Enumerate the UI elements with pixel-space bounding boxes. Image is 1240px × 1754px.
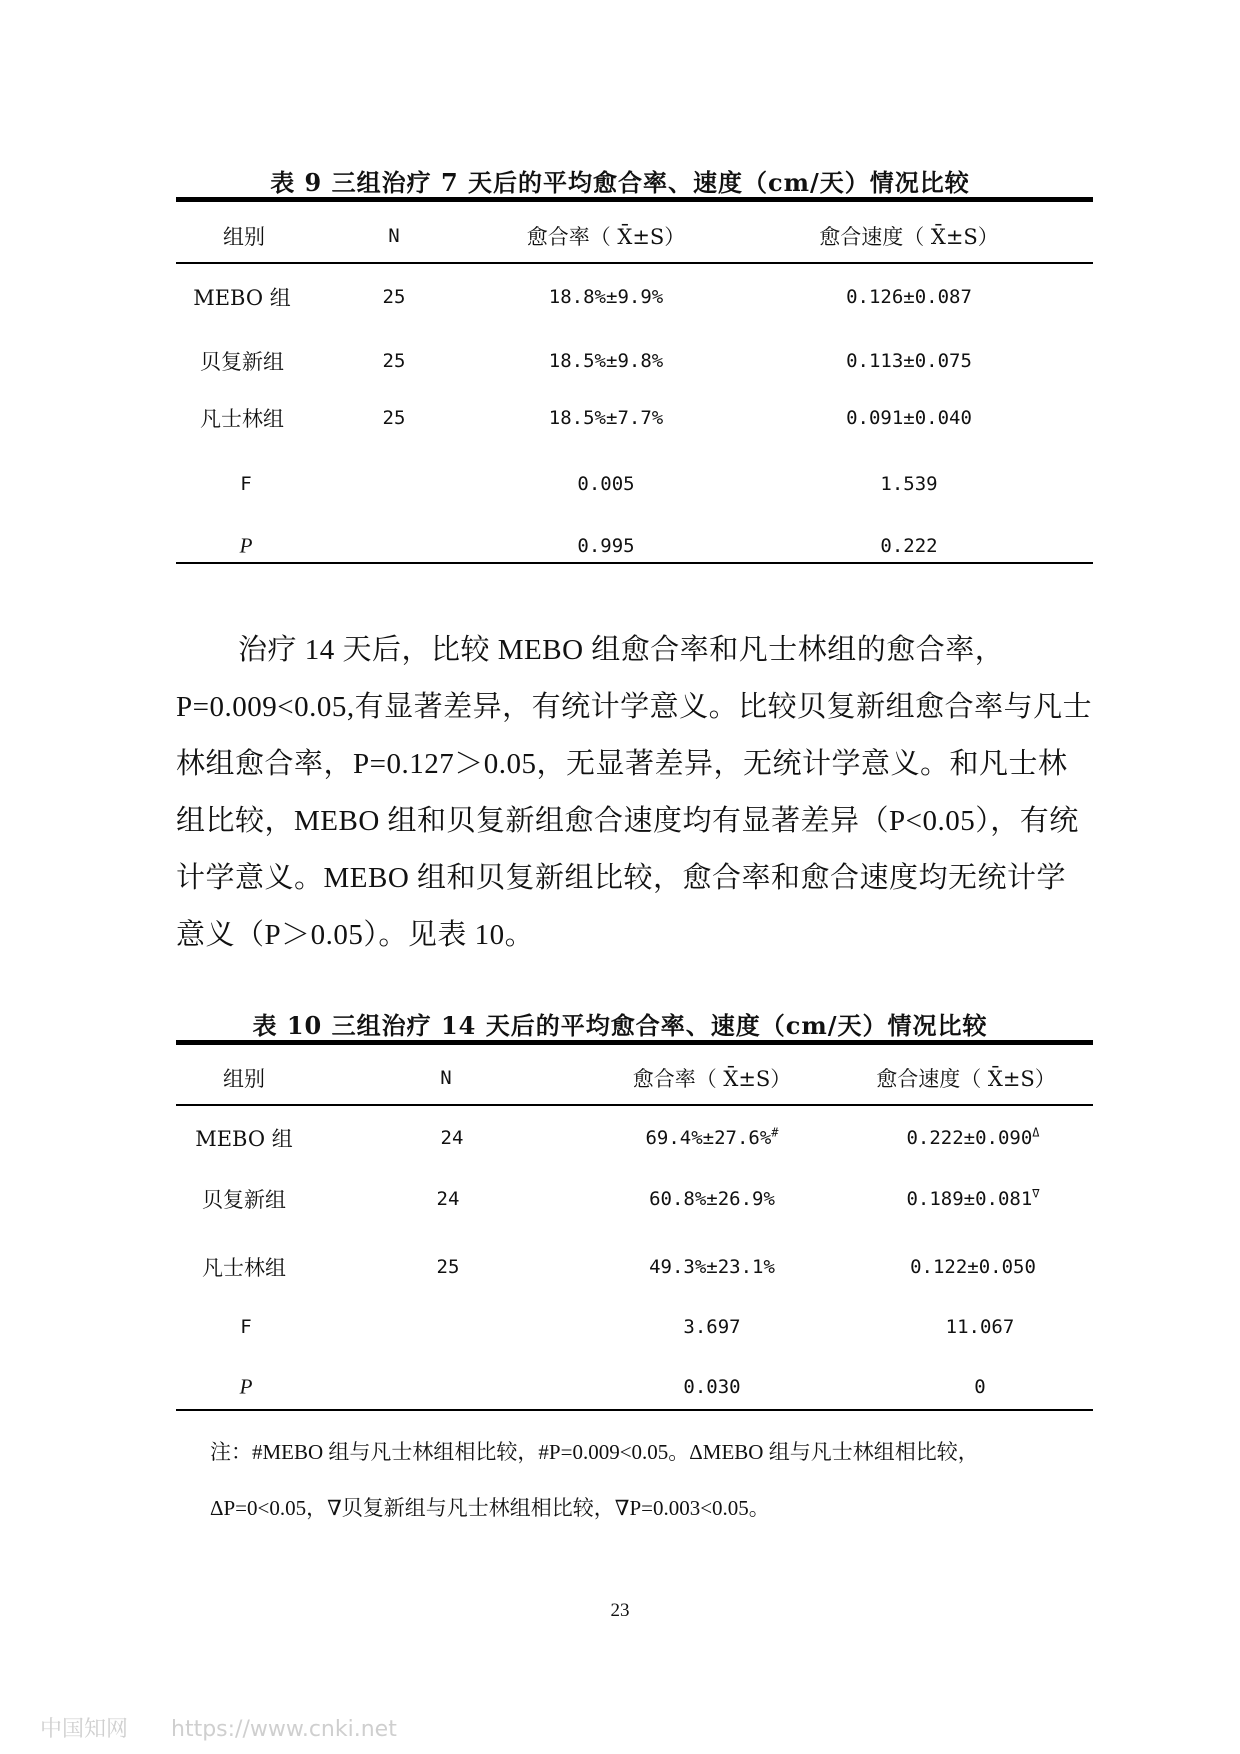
table9-header-rate: 愈合率（ X̄±S）: [526, 225, 686, 249]
rate-value: 0.005: [577, 473, 635, 495]
n-value: 24: [436, 1188, 460, 1210]
table10-caption: 表 10 三组治疗 14 天后的平均愈合率、速度（cm/天）情况比较: [252, 1011, 988, 1040]
n-value: 25: [382, 407, 406, 429]
table9-top-rule: [176, 197, 1093, 202]
stat-label: F: [240, 1316, 252, 1338]
table10-header-n: N: [440, 1067, 452, 1089]
n-value: 25: [382, 286, 406, 308]
table-note: [210, 1424, 1090, 1536]
group-name: 贝复新组: [200, 350, 284, 374]
rate-value: 69.4%±27.6%#: [645, 1125, 779, 1149]
rate-value: 0.995: [577, 535, 635, 557]
note-line-2: ΔP=0<0.05，∇贝复新组与凡士林组相比较，∇P=0.003<0.05。: [210, 1496, 770, 1520]
n-value: 25: [382, 350, 406, 372]
significance-mark: #: [771, 1125, 779, 1140]
table10-header-rate: 愈合率（ X̄±S）: [632, 1067, 792, 1091]
group-name: 凡士林组: [200, 407, 284, 431]
paragraph-first-line: 治疗 14 天后，比较 MEBO 组愈合率和凡士林组的愈合率，: [238, 634, 1005, 666]
watermark: [40, 1712, 433, 1743]
body-paragraph: [176, 622, 1093, 964]
speed-value: 0.122±0.050: [910, 1256, 1036, 1278]
rate-value: 18.8%±9.9%: [548, 286, 664, 308]
group-name: 凡士林组: [202, 1256, 286, 1280]
table9-header-group: 组别: [223, 225, 265, 249]
table9-caption: 表 9 三组治疗 7 天后的平均愈合率、速度（cm/天）情况比较: [270, 168, 970, 197]
significance-mark: ∇: [1032, 1186, 1040, 1201]
speed-value: 0: [974, 1376, 986, 1398]
n-value: 25: [436, 1256, 460, 1278]
stat-label: F: [240, 473, 252, 495]
rate-value: 18.5%±7.7%: [548, 407, 664, 429]
table10-header-group: 组别: [223, 1067, 265, 1091]
rate-value: 60.8%±26.9%: [649, 1188, 775, 1210]
page-number: 23: [610, 1600, 630, 1621]
speed-value: 1.539: [880, 473, 938, 495]
significance-mark: Δ: [1032, 1125, 1040, 1140]
speed-value: 0.113±0.075: [846, 350, 972, 372]
rate-value: 0.030: [683, 1376, 741, 1398]
group-name: MEBO 组: [195, 1127, 293, 1151]
group-name: MEBO 组: [193, 286, 291, 310]
table10-bottom-rule: [176, 1409, 1093, 1411]
note-line-1: 注：#MEBO 组与凡士林组相比较，#P=0.009<0.05。ΔMEBO 组与凡士林组相比较，: [210, 1440, 979, 1464]
table10-header-speed: 愈合速度（ X̄±S）: [876, 1067, 1056, 1091]
table9-header-n: N: [388, 225, 400, 247]
rate-value: 18.5%±9.8%: [548, 350, 664, 372]
speed-value: 0.126±0.087: [846, 286, 972, 308]
stat-label: P: [239, 533, 253, 558]
watermark-url: https://www.cnki.net: [171, 1717, 397, 1742]
rate-value: 3.697: [683, 1316, 741, 1338]
table10-header-rule: [176, 1104, 1093, 1106]
watermark-logo-text: 中国知网: [40, 1717, 129, 1742]
stat-label: P: [239, 1374, 253, 1399]
speed-value: 0.091±0.040: [846, 407, 972, 429]
rate-value: 49.3%±23.1%: [649, 1256, 775, 1278]
table10-top-rule: [176, 1040, 1093, 1045]
group-name: 贝复新组: [202, 1188, 286, 1212]
table9-header-speed: 愈合速度（ X̄±S）: [819, 225, 999, 249]
table9-header-rule: [176, 262, 1093, 264]
table9-bottom-rule: [176, 562, 1093, 564]
speed-value: 0.222: [880, 535, 938, 557]
speed-value: 11.067: [945, 1316, 1015, 1338]
n-value: 24: [440, 1127, 464, 1149]
paragraph-body: P=0.009<0.05,有显著差异，有统计学意义。比较贝复新组愈合率与凡士林组愈合率，P=0.127＞0.05，无显著差异，无统计学意义。和凡士林组比较，MEBO 组和贝复新组愈合速度均有显著差异（P<0.05），有统计学意义。MEBO 组和贝复新组比较，愈合率和愈合速度均无统计学意义（P＞0.05）。见表 10。: [176, 691, 1093, 951]
speed-value: $0.222\pm 0.090^\Delta$: [906, 1125, 1040, 1149]
speed-value: 0.189±0.081∇: [906, 1186, 1040, 1210]
